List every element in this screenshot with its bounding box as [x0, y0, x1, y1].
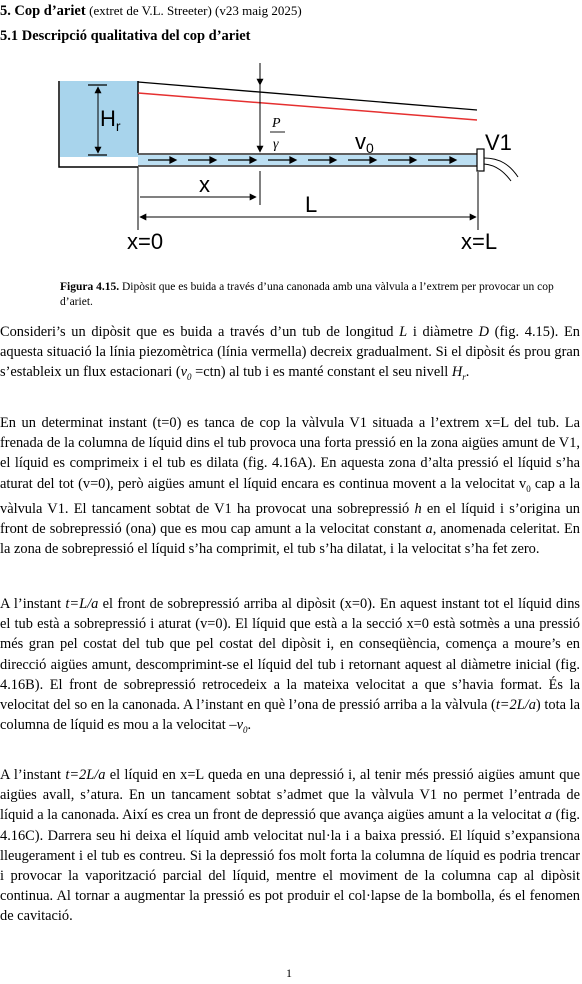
paragraph-3: A l’instant t=L/a el front de sobrepressió arriba al dipòsit (x=0). En aquest instant tot el líquid dins el tub està a sobrepressió i aturat (v=0). El líquid que està a la secció x=0 està sotmès a una pressió més gran pel costat del tub que pel costat del dipòsit i, en conseqüència, comença a moure’s en direcció aigües amunt, descomprimint-se el líquid del tub i retornant aquest al diàmetre inicial (fig. 4.16B). El front de sobrepressió retrocedeix a la mateixa velocitat a que s’havia format. És la velocitat del so en la canonada. A l’instant en què l’ona de pressió arriba a la vàlvula (t=2L/a) tota la columna de líquid es mou a la velocitat $-v_0$.: [0, 596, 581, 736]
gamma-label: γ: [273, 137, 279, 152]
p-label: P: [272, 116, 281, 131]
section-heading: Descripció qualitativa del cop d’ariet: [21, 28, 251, 44]
outflow-stream: [484, 158, 518, 181]
document-header: [0, 2, 302, 21]
header-title: Cop d’ariet: [14, 3, 86, 19]
valve-v1: [477, 149, 484, 171]
piezometric-line: [138, 93, 477, 120]
xl-label: x=L: [461, 229, 498, 254]
figure-reservoir-pipe: [0, 55, 582, 260]
figure-caption: [60, 280, 560, 310]
v1-label: V1: [485, 130, 512, 155]
paragraph-2: En un determinat instant (t=0) es tanca de cop la vàlvula V1 situada a l’extrem x=L del tub. La frenada de la columna de líquid dins el tub provoca una forta pressió en la zona aigües amunt de V1, el líquid es comprimeix i el tub es dilata (fig. 4.16A). En aquesta zona d’alta pressió el líquid s’ha aturat del tot (v=0), però aigües amunt el líquid encara es continua movent a la velocitat $v_0$ cap a la vàlvula V1. El tancament sobtat de V1 ha provocat una sobrepressió h en el líquid i s’origina un front de sobrepressió (ona) que es mou cap amunt a la velocitat constant a, anomenada celeritat. En la zona de sobrepressió el líquid s’ha comprimit, el tub s’ha dilatat, i la velocitat s’ha fet zero.: [0, 415, 580, 558]
caption-text: Dipòsit que es buida a través d’una canonada amb una vàlvula a l’extrem per provocar un cop d’ariet.: [60, 281, 554, 308]
hr-label: $H_r$: [100, 106, 121, 134]
x-label: x: [199, 172, 210, 197]
v0-label: v0: [355, 129, 374, 156]
reservoir-water: [60, 81, 138, 157]
header-number: 5.: [0, 3, 11, 19]
header-note: (extret de V.L. Streeter) (v23 maig 2025): [89, 3, 302, 18]
caption-ref: Figura 4.15.: [60, 281, 120, 293]
section-title: [0, 28, 251, 45]
l-label: L: [305, 192, 318, 217]
paragraph-4: A l’instant t=2L/a el líquid en x=L queda en una depressió i, al tenir més pressió aigües amunt que aigües avall, s’atura. En un tancament sobtat s’admet que la vàlvula V1 no permet l’entrada de líquid a la canonada. Així es crea un front de depressió que avança aigües amunt a la velocitat a (fig. 4.16C). Darrera seu hi deixa el líquid amb velocitat nul·la i a baixa pressió. El líquid s’expansiona lleugerament i el tub es contreu. Si la depressió fos molt forta la columna de líquid es podria trencar i provocar la vaporització parcial del líquid, mentre el moviment de la columna cap al dipòsit continua. Al tornar a augmentar la pressió es pot produir el col·lapse de la bombolla, és el fenomen de cavitació.: [0, 767, 580, 925]
x0-label: x=0: [127, 229, 164, 254]
page-number: 1: [286, 966, 292, 980]
paragraph-1: Consideri’s un dipòsit que es buida a través d’un tub de longitud L i diàmetre D (fig. 4.15). En aquesta situació la línia piezomètrica (línia vermella) decreix gradualment. Si el dipòsit és prou gran s’estableix un flux estacionari $(v_0 =ctn)$ al tub i es manté constant el seu nivell $H_r$.: [0, 324, 580, 383]
section-number: 5.1: [0, 28, 19, 44]
